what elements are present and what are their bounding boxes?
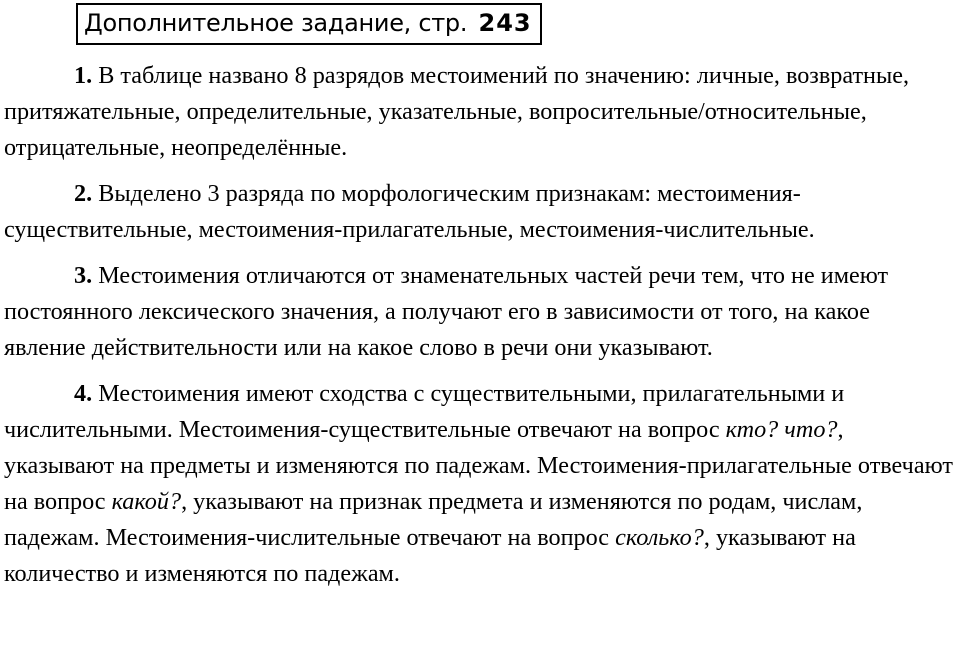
paragraph-4 xyxy=(4,376,956,592)
paragraph-1 xyxy=(4,58,956,166)
paragraph-text: В таблице названо 8 разрядов местоимений по значению: личные, возвратные, притяжательные, определительные, указательные, вопросительные/относительные, отрицательные, неопределённые. xyxy=(4,62,910,161)
page-number: 243 xyxy=(478,9,532,37)
paragraph-text: Выделено 3 разряда по морфологическим признакам: местоимения-существительные, местоимения-прилагательные, местоимения-числительные. xyxy=(4,180,815,243)
answer-text xyxy=(4,58,956,602)
paragraph-number: 1. xyxy=(74,62,93,89)
paragraph-text: , указывают на признак предмета и изменяются по родам, числам, падежам. Местоимения-числительные отвечают на вопрос xyxy=(4,488,863,551)
question-example: сколько? xyxy=(615,524,704,551)
paragraph-text: , указывают на количество и изменяются по падежам. xyxy=(4,524,856,587)
paragraph-number: 2. xyxy=(74,180,93,207)
question-example: кто? что? xyxy=(725,416,838,443)
page-header xyxy=(76,3,542,45)
paragraph-3 xyxy=(4,258,956,366)
paragraph-number: 3. xyxy=(74,262,93,289)
paragraph-number: 4. xyxy=(74,380,93,407)
paragraph-text: Местоимения имеют сходства с существительными, прилагательными и числительными. Местоимения-существительные отвечают на вопрос xyxy=(4,380,845,443)
question-example: какой? xyxy=(111,488,182,515)
paragraph-2 xyxy=(4,176,956,248)
header-label: Дополнительное задание, стр. xyxy=(84,9,468,37)
paragraph-text: , указывают на предметы и изменяются по падежам. Местоимения-прилагательные отвечают на вопрос xyxy=(4,416,953,515)
paragraph-text: Местоимения отличаются от знаменательных частей речи тем, что не имеют постоянного лексического значения, а получают его в зависимости от того, на какое явление действительности или на какое слово в речи они указывают. xyxy=(4,262,889,361)
